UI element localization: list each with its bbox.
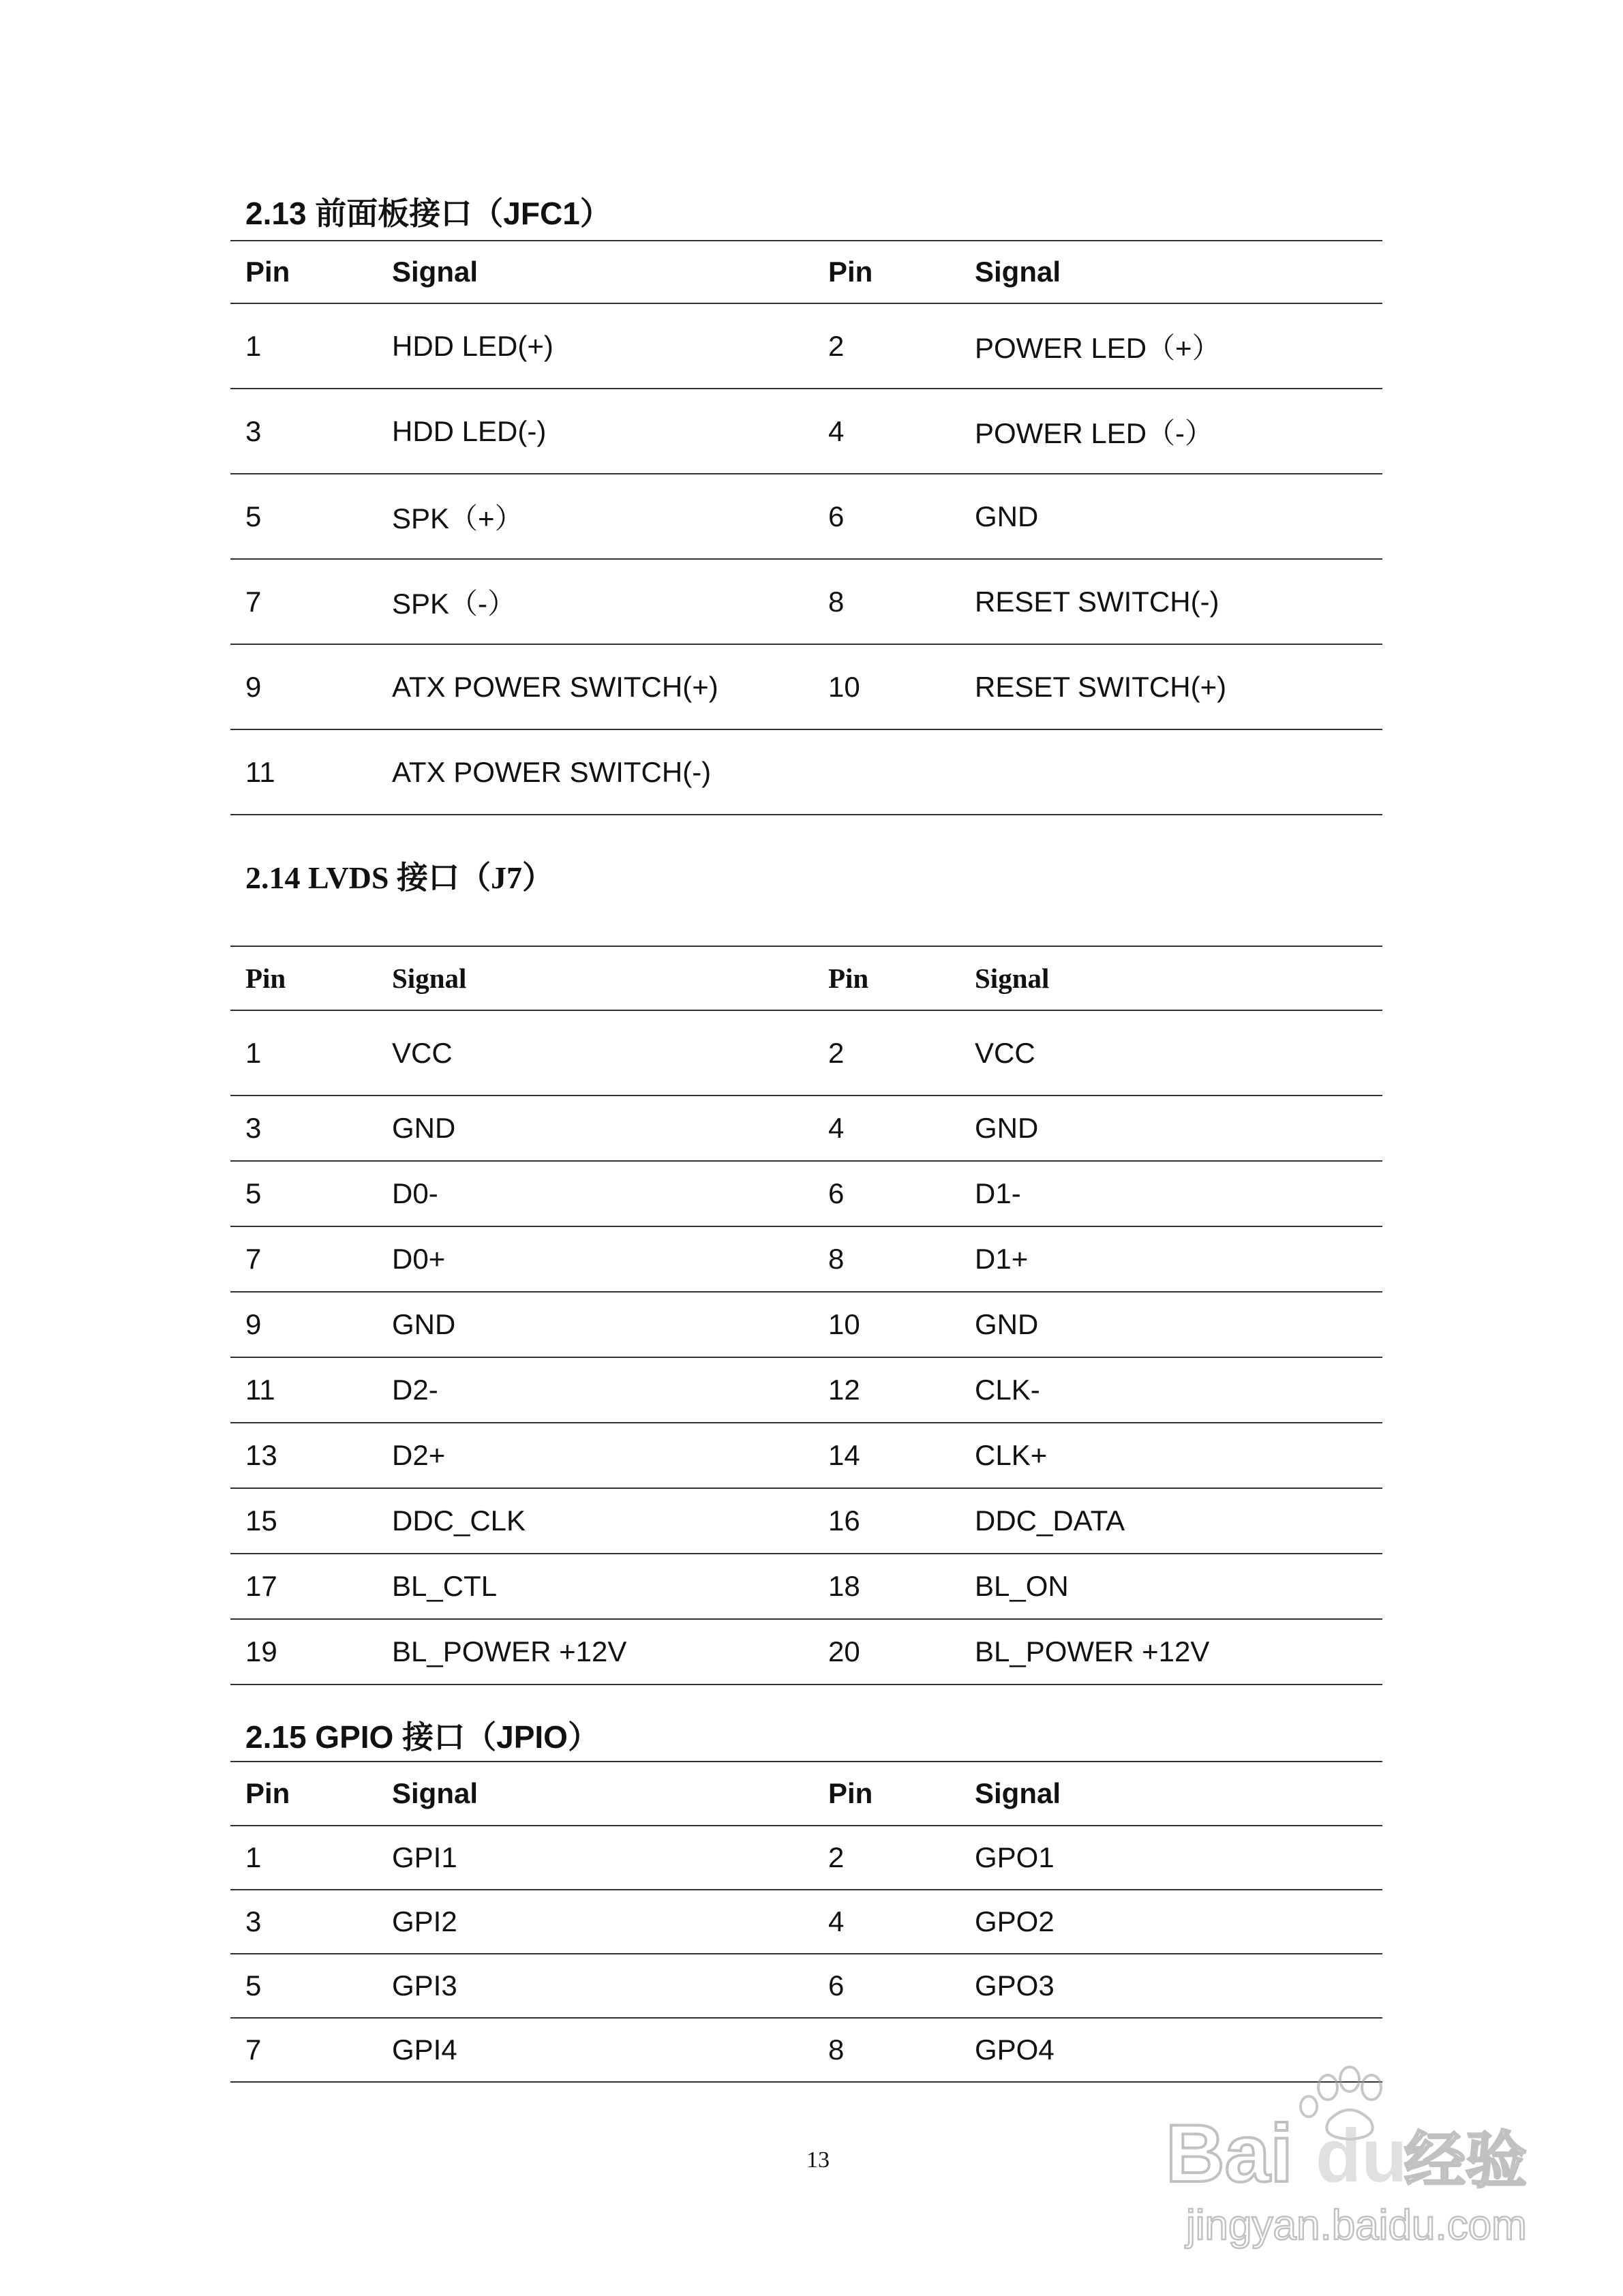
section-title: 2.14 LVDS 接口（J7）: [245, 860, 553, 895]
signal-cell: GPI4: [377, 2018, 813, 2082]
signal-cell: GPI2: [377, 1890, 813, 1954]
column-header: Signal: [377, 946, 813, 1010]
signal-cell: D2+: [377, 1423, 813, 1488]
baidu-watermark-logo: [1145, 2052, 1554, 2256]
pin-cell: 2: [813, 1826, 960, 1890]
pin-cell: 5: [230, 1161, 377, 1226]
column-header: Pin: [230, 946, 377, 1010]
signal-cell: CLK-: [960, 1357, 1382, 1423]
signal-cell: RESET SWITCH(-): [960, 559, 1382, 644]
pin-cell: 10: [813, 644, 960, 729]
table-row: [230, 559, 1382, 644]
table-header-row: [230, 946, 1382, 1010]
svg-text:Bai: Bai: [1166, 2108, 1293, 2199]
signal-cell: VCC: [960, 1010, 1382, 1096]
pin-cell: 5: [230, 1954, 377, 2018]
pin-cell: 20: [813, 1619, 960, 1685]
signal-cell: SPK（-）: [377, 559, 813, 644]
column-header: Signal: [960, 241, 1382, 303]
column-header: Signal: [960, 1762, 1382, 1826]
pin-table-jfc1: [230, 240, 1382, 815]
pin-cell: 2: [813, 1010, 960, 1096]
table-row: [230, 1423, 1382, 1488]
signal-cell: D2-: [377, 1357, 813, 1423]
table-row: [230, 1619, 1382, 1685]
signal-cell: CLK+: [960, 1423, 1382, 1488]
pin-cell: 13: [230, 1423, 377, 1488]
signal-cell: BL_POWER +12V: [960, 1619, 1382, 1685]
signal-cell: D0-: [377, 1161, 813, 1226]
pin-cell: 6: [813, 1161, 960, 1226]
signal-cell: D1-: [960, 1161, 1382, 1226]
section-title: 2.15 GPIO 接口（JPIO）: [245, 1719, 599, 1755]
table-row: [230, 1554, 1382, 1619]
pin-cell: 7: [230, 2018, 377, 2082]
pin-table-gpio: [230, 1761, 1382, 2083]
table-row: [230, 1292, 1382, 1357]
signal-cell: POWER LED（-）: [960, 389, 1382, 474]
signal-cell: ATX POWER SWITCH(+): [377, 644, 813, 729]
page-number: 13: [806, 2147, 830, 2173]
signal-cell: [960, 729, 1382, 815]
table-row: [230, 474, 1382, 559]
table-header-row: [230, 1762, 1382, 1826]
pin-cell: 6: [813, 474, 960, 559]
pin-cell: 11: [230, 1357, 377, 1423]
signal-cell: GPO1: [960, 1826, 1382, 1890]
signal-cell: DDC_CLK: [377, 1488, 813, 1554]
pin-cell: 8: [813, 2018, 960, 2082]
signal-cell: BL_ON: [960, 1554, 1382, 1619]
signal-cell: GPI3: [377, 1954, 813, 2018]
pin-cell: 9: [230, 644, 377, 729]
table-row: [230, 1226, 1382, 1292]
pin-cell: 3: [230, 389, 377, 474]
signal-cell: RESET SWITCH(+): [960, 644, 1382, 729]
pin-cell: 9: [230, 1292, 377, 1357]
pin-cell: 8: [813, 559, 960, 644]
signal-cell: GND: [377, 1292, 813, 1357]
column-header: Pin: [813, 946, 960, 1010]
table-header-row: [230, 241, 1382, 303]
table-row: [230, 1096, 1382, 1161]
pin-cell: 7: [230, 559, 377, 644]
signal-cell: GND: [960, 474, 1382, 559]
table-row: [230, 1890, 1382, 1954]
signal-cell: HDD LED(+): [377, 303, 813, 389]
pin-cell: 7: [230, 1226, 377, 1292]
table-row: [230, 1357, 1382, 1423]
column-header: Signal: [377, 1762, 813, 1826]
signal-cell: GND: [960, 1096, 1382, 1161]
svg-text:经验: 经验: [1404, 2125, 1527, 2196]
signal-cell: HDD LED(-): [377, 389, 813, 474]
pin-cell: 15: [230, 1488, 377, 1554]
pin-cell: 4: [813, 1096, 960, 1161]
pin-cell: 4: [813, 1890, 960, 1954]
pin-cell: 11: [230, 729, 377, 815]
pin-cell: 19: [230, 1619, 377, 1685]
pin-cell: 3: [230, 1096, 377, 1161]
signal-cell: GPO2: [960, 1890, 1382, 1954]
column-header: Signal: [960, 946, 1382, 1010]
pin-cell: 17: [230, 1554, 377, 1619]
signal-cell: D0+: [377, 1226, 813, 1292]
pin-cell: 18: [813, 1554, 960, 1619]
pin-cell: 2: [813, 303, 960, 389]
table-row: [230, 1010, 1382, 1096]
column-header: Pin: [813, 1762, 960, 1826]
pin-cell: 10: [813, 1292, 960, 1357]
svg-text:du: du: [1316, 2114, 1408, 2198]
column-header: Pin: [230, 241, 377, 303]
signal-cell: BL_POWER +12V: [377, 1619, 813, 1685]
column-header: Pin: [230, 1762, 377, 1826]
signal-cell: GPO4: [960, 2018, 1382, 2082]
pin-cell: 1: [230, 1010, 377, 1096]
signal-cell: GPI1: [377, 1826, 813, 1890]
signal-cell: DDC_DATA: [960, 1488, 1382, 1554]
signal-cell: GPO3: [960, 1954, 1382, 2018]
pin-cell: 14: [813, 1423, 960, 1488]
pin-cell: 8: [813, 1226, 960, 1292]
table-row: [230, 644, 1382, 729]
pin-cell: 6: [813, 1954, 960, 2018]
column-header: Pin: [813, 241, 960, 303]
pin-table-lvds: [230, 946, 1382, 1685]
column-header: Signal: [377, 241, 813, 303]
svg-text:jingyan.baidu.com: jingyan.baidu.com: [1186, 2202, 1527, 2249]
section-title: 2.13 前面板接口（JFC1）: [245, 196, 611, 231]
pin-cell: 1: [230, 1826, 377, 1890]
signal-cell: POWER LED（+）: [960, 303, 1382, 389]
pin-cell: 12: [813, 1357, 960, 1423]
table-row: [230, 1826, 1382, 1890]
table-row: [230, 1488, 1382, 1554]
signal-cell: ATX POWER SWITCH(-): [377, 729, 813, 815]
signal-cell: GND: [960, 1292, 1382, 1357]
pin-cell: 1: [230, 303, 377, 389]
signal-cell: BL_CTL: [377, 1554, 813, 1619]
pin-cell: 16: [813, 1488, 960, 1554]
table-row: [230, 729, 1382, 815]
signal-cell: VCC: [377, 1010, 813, 1096]
pin-cell: 3: [230, 1890, 377, 1954]
table-row: [230, 1954, 1382, 2018]
pin-cell: 4: [813, 389, 960, 474]
table-row: [230, 303, 1382, 389]
signal-cell: GND: [377, 1096, 813, 1161]
signal-cell: D1+: [960, 1226, 1382, 1292]
table-row: [230, 389, 1382, 474]
table-row: [230, 1161, 1382, 1226]
pin-cell: 5: [230, 474, 377, 559]
signal-cell: SPK（+）: [377, 474, 813, 559]
pin-cell: [813, 729, 960, 815]
